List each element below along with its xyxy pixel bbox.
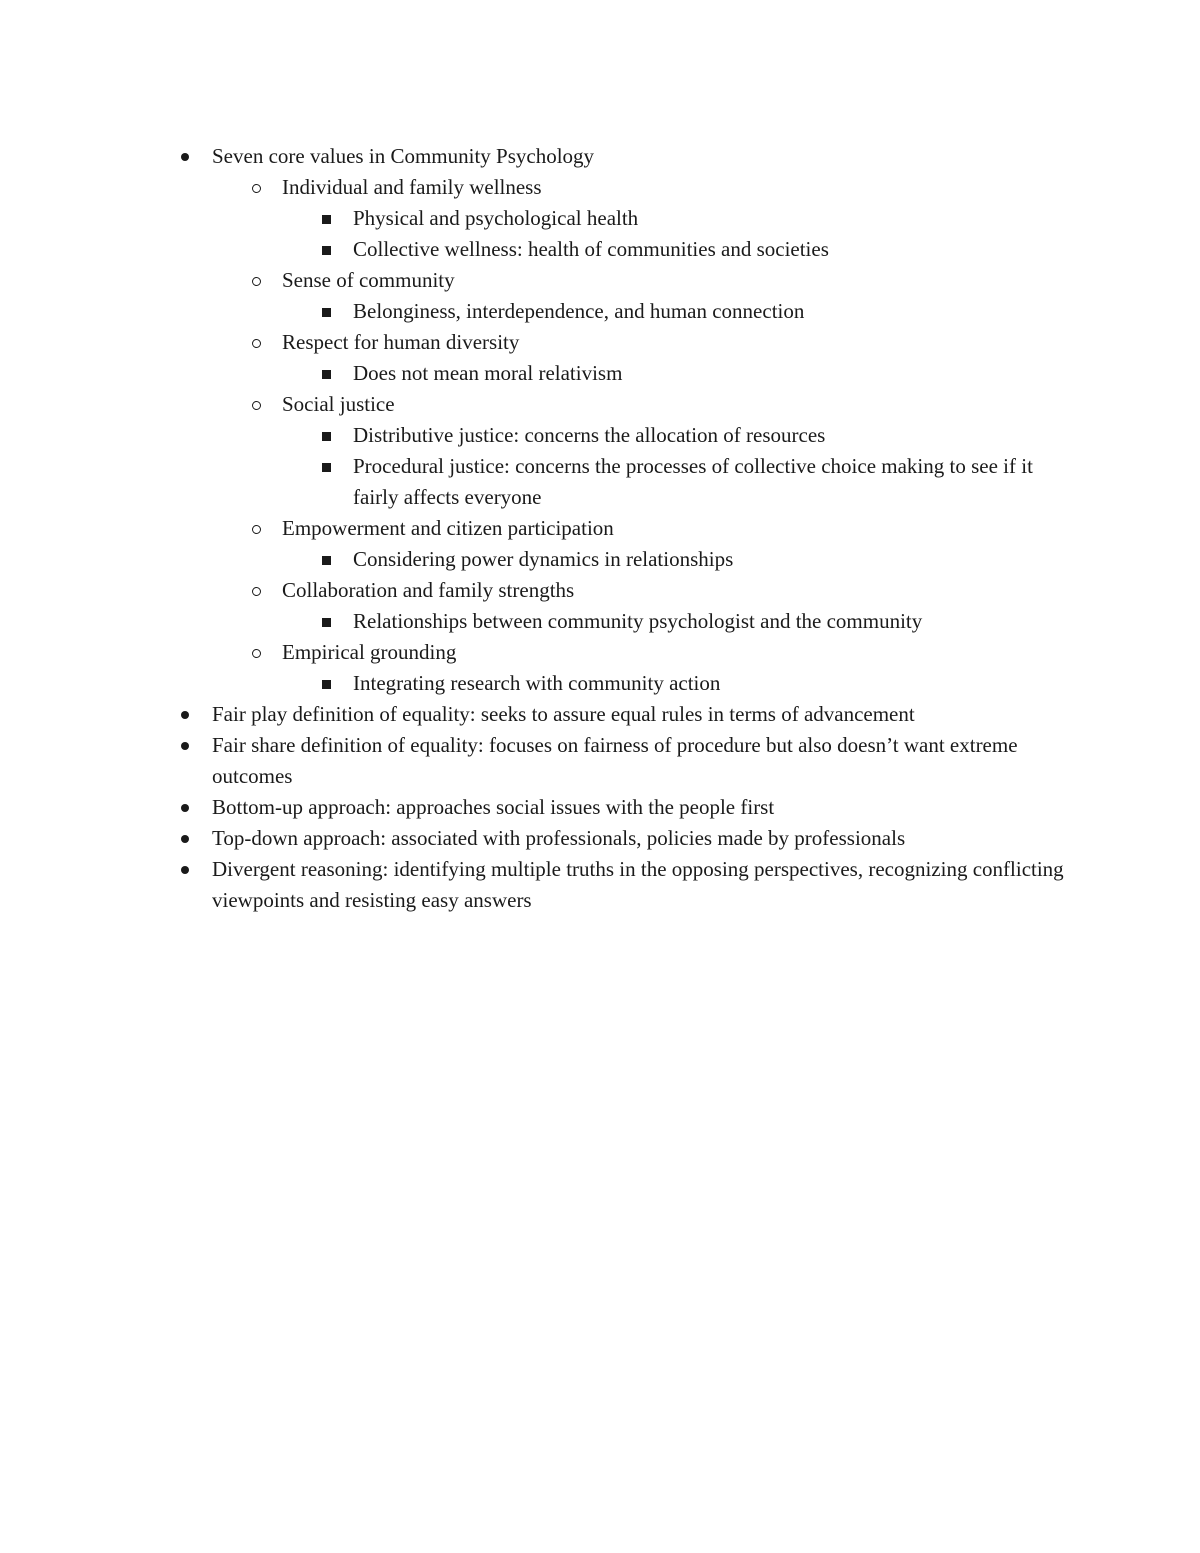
list-item <box>0 513 1200 544</box>
list-item-text: Considering power dynamics in relationships <box>353 547 734 571</box>
bullet-square-icon <box>316 420 336 451</box>
bullet-square-icon <box>316 544 336 575</box>
bullet-circle-icon <box>246 637 266 668</box>
list-item <box>0 451 1200 513</box>
list-item-text: Divergent reasoning: identifying multiple truths in the opposing perspectives, recognizing conflicting viewpoints and resisting easy answers <box>212 857 1064 912</box>
list-item <box>0 823 1200 854</box>
bullet-square-icon <box>316 358 336 389</box>
list-item <box>0 637 1200 668</box>
list-item-text: Procedural justice: concerns the processes of collective choice making to see if it fairly affects everyone <box>353 454 1033 509</box>
list-item <box>0 234 1200 265</box>
bullet-circle-icon <box>246 327 266 358</box>
bullet-circle-icon <box>246 575 266 606</box>
list-item-text: Sense of community <box>282 268 455 292</box>
list-item <box>0 544 1200 575</box>
list-item <box>0 575 1200 606</box>
list-item-text: Fair play definition of equality: seeks to assure equal rules in terms of advancement <box>212 702 915 726</box>
list-item <box>0 358 1200 389</box>
list-item <box>0 854 1200 916</box>
bullet-dot-icon <box>175 730 195 761</box>
bullet-square-icon <box>316 451 336 482</box>
list-item <box>0 699 1200 730</box>
bullet-circle-icon <box>246 513 266 544</box>
list-item-text: Top-down approach: associated with professionals, policies made by professionals <box>212 826 906 850</box>
list-item <box>0 792 1200 823</box>
bullet-square-icon <box>316 296 336 327</box>
list-item-text: Relationships between community psychologist and the community <box>353 609 923 633</box>
list-item-text: Empowerment and citizen participation <box>282 516 614 540</box>
list-item-text: Social justice <box>282 392 395 416</box>
bullet-square-icon <box>316 203 336 234</box>
list-item <box>0 389 1200 420</box>
list-item-text: Collective wellness: health of communities and societies <box>353 237 829 261</box>
list-item-text: Seven core values in Community Psychology <box>212 144 595 168</box>
list-item-text: Collaboration and family strengths <box>282 578 575 602</box>
list-item <box>0 668 1200 699</box>
bullet-square-icon <box>316 668 336 699</box>
list-item <box>0 606 1200 637</box>
list-item-text: Belonginess, interdependence, and human connection <box>353 299 805 323</box>
bullet-circle-icon <box>246 172 266 203</box>
bullet-dot-icon <box>175 141 195 172</box>
list-item-text: Individual and family wellness <box>282 175 542 199</box>
bullet-dot-icon <box>175 854 195 885</box>
list-item-text: Does not mean moral relativism <box>353 361 623 385</box>
bullet-dot-icon <box>175 823 195 854</box>
bullet-circle-icon <box>246 265 266 296</box>
bullet-square-icon <box>316 234 336 265</box>
bullet-dot-icon <box>175 792 195 823</box>
list-item <box>0 172 1200 203</box>
bullet-square-icon <box>316 606 336 637</box>
list-item <box>0 327 1200 358</box>
list-item-text: Respect for human diversity <box>282 330 520 354</box>
list-item-text: Physical and psychological health <box>353 206 639 230</box>
list-item <box>0 141 1200 172</box>
bullet-circle-icon <box>246 389 266 420</box>
document-page <box>0 141 1200 916</box>
list-item-text: Integrating research with community action <box>353 671 721 695</box>
list-item-text: Empirical grounding <box>282 640 457 664</box>
list-item <box>0 296 1200 327</box>
list-item <box>0 265 1200 296</box>
list-item <box>0 420 1200 451</box>
list-item-text: Distributive justice: concerns the allocation of resources <box>353 423 826 447</box>
bullet-dot-icon <box>175 699 195 730</box>
list-item <box>0 730 1200 792</box>
list-item <box>0 203 1200 234</box>
list-item-text: Fair share definition of equality: focuses on fairness of procedure but also doesn’t want extreme outcomes <box>212 733 1018 788</box>
list-item-text: Bottom-up approach: approaches social issues with the people first <box>212 795 775 819</box>
